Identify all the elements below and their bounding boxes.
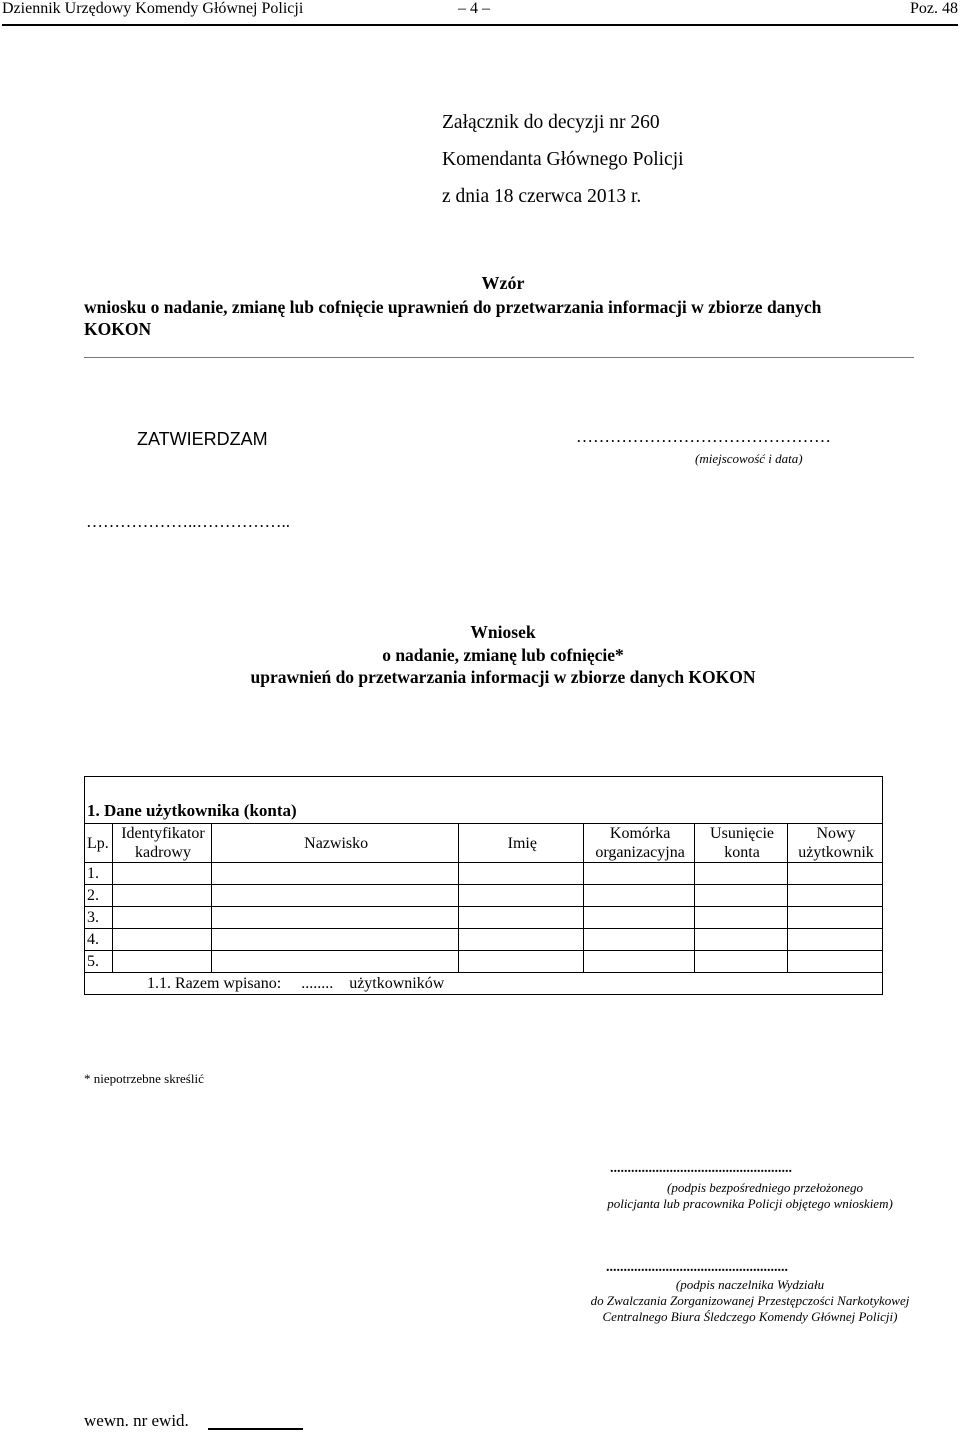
- id-cell[interactable]: [112, 951, 211, 973]
- position-number: Poz. 48: [910, 0, 958, 17]
- table-row: [85, 863, 883, 885]
- header-rule: [2, 24, 958, 26]
- surname-cell[interactable]: [211, 863, 458, 885]
- table-row: [85, 907, 883, 929]
- supervisor-signature-dots[interactable]: ....................................................: [610, 1161, 792, 1176]
- name-cell[interactable]: [459, 907, 584, 929]
- approval-label: ZATWIERDZAM: [137, 429, 268, 449]
- column-header: Imię: [459, 824, 584, 863]
- chief-caption-1: (podpis naczelnika Wydziału: [675, 1277, 825, 1292]
- template-title-line-2: KOKON: [84, 319, 152, 339]
- request-title-line-3: uprawnień do przetwarzania informacji w zbiorze danych KOKON: [250, 667, 756, 687]
- new-user-cell[interactable]: [788, 929, 883, 951]
- id-cell[interactable]: [112, 907, 211, 929]
- row-number: 5.: [85, 951, 113, 973]
- registry-label: wewn. nr ewid.: [84, 1411, 189, 1430]
- surname-cell[interactable]: [211, 907, 458, 929]
- name-cell[interactable]: [459, 929, 584, 951]
- annex-line-2: Komendanta Głównego Policji: [442, 149, 684, 170]
- new-user-cell[interactable]: [788, 885, 883, 907]
- request-title-line-1: Wniosek: [470, 622, 536, 642]
- row-number: 3.: [85, 907, 113, 929]
- summary-dots[interactable]: ........: [301, 974, 334, 992]
- column-header: Nazwisko: [211, 824, 458, 863]
- chief-caption-2: do Zwalczania Zorganizowanej Przestępczości Narkotykowej: [590, 1293, 910, 1308]
- title-divider: [84, 357, 914, 358]
- users-table: [84, 776, 883, 995]
- users-section-title: 1. Dane użytkownika (konta): [85, 777, 883, 824]
- summary-row: [85, 973, 883, 995]
- unit-cell[interactable]: [584, 951, 695, 973]
- column-header: Usunięcie konta: [695, 824, 788, 863]
- table-row: [85, 929, 883, 951]
- table-row: [85, 885, 883, 907]
- id-cell[interactable]: [112, 885, 211, 907]
- annex-line-3: z dnia 18 czerwca 2013 r.: [442, 186, 642, 207]
- row-number: 2.: [85, 885, 113, 907]
- place-date-dots: ………………………………………: [576, 427, 831, 446]
- annex-line-1: Załącznik do decyzji nr 260: [442, 112, 660, 133]
- summary-unit: użytkowników: [349, 974, 445, 992]
- surname-cell[interactable]: [211, 951, 458, 973]
- chief-caption-3: Centralnego Biura Śledczego Komendy Głównej Policji): [602, 1309, 898, 1324]
- id-cell[interactable]: [112, 863, 211, 885]
- name-cell[interactable]: [459, 951, 584, 973]
- registry-number-field[interactable]: [208, 1428, 303, 1430]
- unit-cell[interactable]: [584, 863, 695, 885]
- row-number: 1.: [85, 863, 113, 885]
- surname-cell[interactable]: [211, 929, 458, 951]
- template-title-line-1: wniosku o nadanie, zmianę lub cofnięcie uprawnień do przetwarzania informacji w zbiorze danych: [84, 297, 822, 317]
- name-cell[interactable]: [459, 863, 584, 885]
- page-number: – 4 –: [458, 0, 490, 17]
- approval-signature-dots: ………………..……………..: [86, 512, 290, 531]
- delete-account-cell[interactable]: [695, 951, 788, 973]
- supervisor-caption-1: (podpis bezpośredniego przełożonego: [667, 1180, 863, 1195]
- delete-account-cell[interactable]: [695, 907, 788, 929]
- table-row: [85, 951, 883, 973]
- new-user-cell[interactable]: [788, 863, 883, 885]
- new-user-cell[interactable]: [788, 951, 883, 973]
- footnote: * niepotrzebne skreślić: [84, 1071, 204, 1086]
- column-header: Lp.: [85, 824, 113, 863]
- place-date-caption: (miejscowość i data): [695, 451, 803, 466]
- new-user-cell[interactable]: [788, 907, 883, 929]
- column-header: Identyfikator kadrowy: [112, 824, 211, 863]
- unit-cell[interactable]: [584, 929, 695, 951]
- request-title-line-2: o nadanie, zmianę lub cofnięcie*: [382, 645, 624, 665]
- delete-account-cell[interactable]: [695, 885, 788, 907]
- row-number: 4.: [85, 929, 113, 951]
- column-header: Nowy użytkownik: [788, 824, 883, 863]
- chief-signature-dots[interactable]: ....................................................: [606, 1260, 788, 1275]
- unit-cell[interactable]: [584, 907, 695, 929]
- unit-cell[interactable]: [584, 885, 695, 907]
- column-header: Komórka organizacyjna: [584, 824, 695, 863]
- delete-account-cell[interactable]: [695, 929, 788, 951]
- journal-title: Dziennik Urzędowy Komendy Głównej Policji: [2, 0, 304, 17]
- surname-cell[interactable]: [211, 885, 458, 907]
- delete-account-cell[interactable]: [695, 863, 788, 885]
- template-word: Wzór: [481, 273, 525, 293]
- supervisor-caption-2: policjanta lub pracownika Policji objętego wnioskiem): [607, 1196, 893, 1211]
- summary-label: 1.1. Razem wpisano:: [147, 974, 282, 992]
- id-cell[interactable]: [112, 929, 211, 951]
- name-cell[interactable]: [459, 885, 584, 907]
